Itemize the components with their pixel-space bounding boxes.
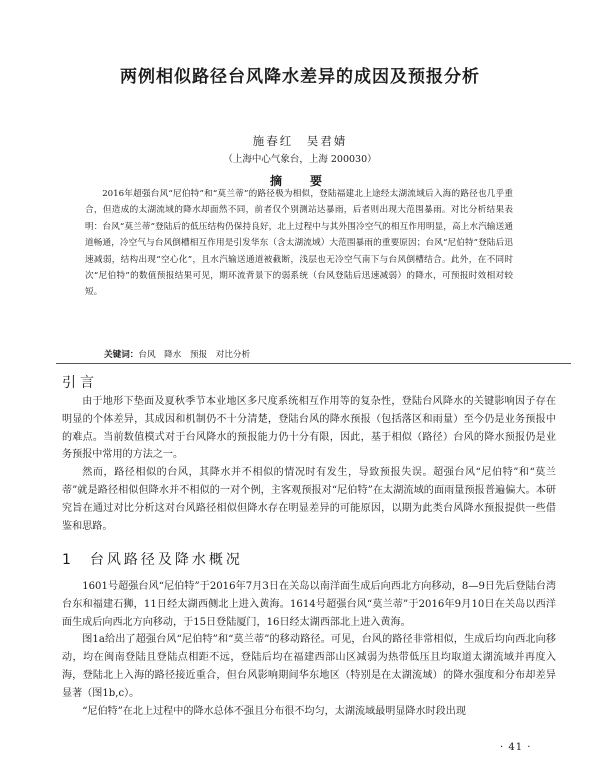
intro-body [62,393,556,535]
body-paragraph: 图1a给出了超强台风“尼伯特”和“莫兰蒂”的移动路径。可见，台风的路径非常相似，生成后均向西北向移动，均在闽南登陆且登陆点相距不远，登陆后均在福建西部山区减弱为热带低压且均取道太湖流域并再度入海，登陆北上入海的路径接近重合，但台风影响期间华东地区（特别是在太湖流域）的降水强度和分布却差异显著（图1b,c）。 [62,634,556,699]
paper-title: 两例相似路径台风降水差异的成因及预报分析 [120,67,480,87]
intro-paragraph: 然而，路径相似的台风，其降水并不相似的情况时有发生，导致预报失误。超强台风“尼伯特”和“莫兰蒂”就是路径相似但降水并不相似的一对个例，主客观预报对“尼伯特”在太湖流域的面雨量预报普遍偏大。本研究旨在通过对比分析这对台风路径相似但降水存在明显差异的可能原因，以期为此类台风降水预报提供一些借鉴和思路。 [62,467,556,532]
intro-paragraph: 由于地形下垫面及夏秋季节本业地区多尺度系统相互作用等的复杂性，登陆台风降水的关键影响因子存在明显的个体差异，其成因和机制仍不十分清楚，登陆台风的降水预报（包括落区和雨量）至今仍是业务预报中的难点。当前数值模式对于台风降水的预报能力仍十分有限，因此，基于相似（路径）台风的降水预报仍是业务预报中常用的方法之一。 [62,396,556,461]
keywords-line [104,348,514,362]
body-paragraph: “尼伯特”在北上过程中的降水总体不强且分布很不均匀，太湖流域最明显降水时段出现 [82,705,466,717]
section-body [62,578,556,720]
section-heading [62,549,243,569]
section-title: 台风路径及降水概况 [89,552,243,568]
section-number: 1 [62,552,74,568]
authors: 施春红 吴君婧 [252,134,348,148]
section-divider [56,363,571,364]
page-number: · 41 · [500,742,532,753]
keywords-label: 关键词： [104,350,139,360]
body-paragraph: 1601号超强台风“尼伯特”于2016年7月3日在关岛以南洋面生成后向西北方向移动，8—9日先后登陆台湾台东和福建石狮，11日经太湖西侧北上进入黄海。1614号超强台风“莫兰蒂”于2016年9月10日在关岛以西洋面生成后向西北方向移动，于15日登陆厦门，16日经太湖西部北上进入黄海。 [62,581,556,628]
abstract-heading: 摘 要 [269,174,330,188]
abstract-text: 2016年超强台风“尼伯特”和“莫兰蒂”的路径极为相似，登陆福建北上途经太湖流域后入海的路径也几乎重合，但造成的太湖流域的降水却面然不同，前者仅个别测站达暴雨，后者则出现大范围暴雨。对比分析结果表明：台风“莫兰蒂”登陆后的低压结构仍保持良好，北上过程中与其外围冷空气的相互作用明显，高上水汽输送通道畅通，冷空气与台风倒槽相互作用是引发华东（含太湖流域）大范围暴雨的重要原因；台风“尼伯特”登陆后迅速减弱，结构出现“空心化”，且水汽输送通道被截断，浅层也无冷空气南下与台风倒槽结合。此外，在不同时次“尼伯特”的数值预报结果可见，期环流背景下的弱系统（台风登陆后迅速减弱）的降水，可预报时效相对较短。 [85,189,513,298]
intro-heading: 引言 [62,375,98,391]
affiliation: （上海中心气象台，上海 200030） [223,154,377,165]
keywords-values: 台风 降水 预报 对比分析 [138,350,251,360]
